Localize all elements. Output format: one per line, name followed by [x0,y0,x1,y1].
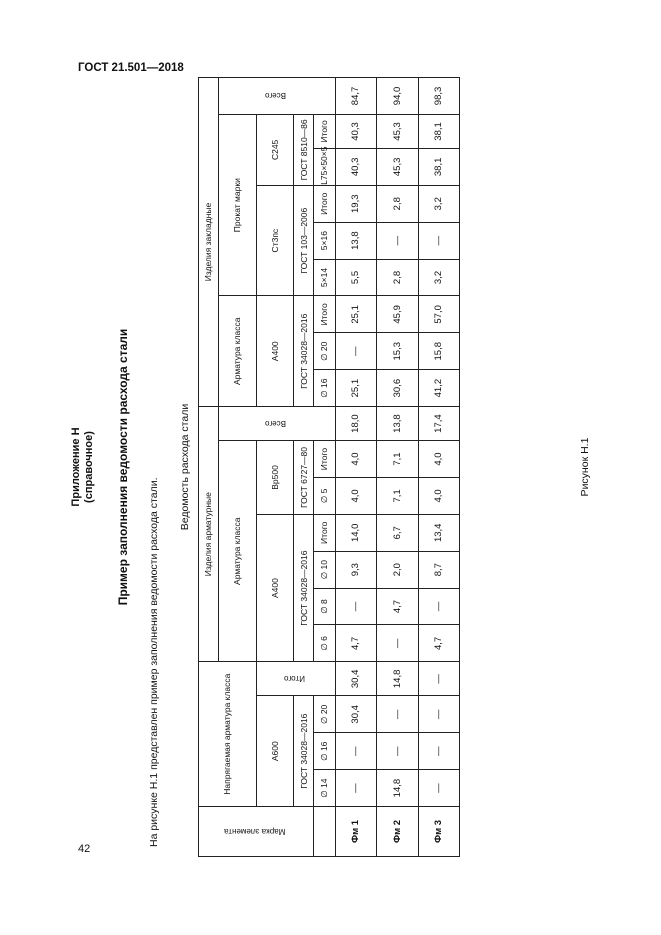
table-cell: 15,8 [418,333,459,370]
table-caption: Ведомость расхода стали [179,403,191,531]
table-cell: — [377,733,418,770]
table-cell: 30,6 [377,370,418,407]
table-cell: 15,3 [377,333,418,370]
table-cell: 25,1 [335,296,376,333]
spacer-cell [314,807,335,857]
table-cell: 2,0 [377,551,418,588]
gost-34028-a: ГОСТ 34028—2016 [294,696,314,807]
grade-c245: С245 [256,114,294,185]
dia-5: ∅ 5 [314,477,335,514]
table-cell: — [418,770,459,807]
table-cell: 17,4 [418,407,459,441]
figure-caption: Рисунок Н.1 [579,437,591,497]
dia-10: ∅ 10 [314,551,335,588]
gost-8510: ГОСТ 8510—86 [294,114,314,185]
dia-20b: ∅ 20 [314,333,335,370]
table-cell: 9,3 [335,551,376,588]
header-total-2: Всего [218,78,335,115]
table-cell: — [377,222,418,259]
class-vr500: Вр500 [256,441,294,515]
subtotal-1: Итого [256,662,335,696]
subtotal-5: Итого [314,185,335,222]
table-cell: 13,8 [377,407,418,441]
table-cell: 38,1 [418,148,459,185]
row-mark: Фм 3 [418,807,459,857]
header-embedded: Изделия закладные [199,78,219,407]
header-rebar-class-2: Арматура класса [218,296,256,407]
table-cell: — [418,588,459,625]
table-cell: 3,2 [418,259,459,296]
table-cell: — [418,662,459,696]
steel-consumption-table [198,77,460,857]
header-prestressed: Напрягаемая арматура класса [199,662,257,807]
header-total-1: Всего [218,407,335,441]
rotated-content [70,77,590,857]
gost-103: ГОСТ 103—2006 [294,185,314,296]
table-cell: 45,3 [377,114,418,148]
header-mark: Марка элемента [199,807,314,857]
gost-6727: ГОСТ 6727—80 [294,441,314,515]
class-a600: А600 [256,696,294,807]
table-cell: — [377,625,418,662]
page-number: 42 [78,843,91,855]
table-cell: 2,8 [377,259,418,296]
row-mark: Фм 2 [377,807,418,857]
table-row [335,78,376,857]
table-cell: 4,7 [377,588,418,625]
table-cell: 41,2 [418,370,459,407]
gost-34028-b: ГОСТ 34028—2016 [294,514,314,662]
table-cell: 40,3 [335,114,376,148]
table-cell: 25,1 [335,370,376,407]
table-cell: 30,4 [335,662,376,696]
table-cell: — [418,696,459,733]
subtotal-2: Итого [314,514,335,551]
table-cell: 38,1 [418,114,459,148]
document-code: ГОСТ 21.501—2018 [78,62,184,74]
table-cell: 30,4 [335,696,376,733]
dia-20: ∅ 20 [314,696,335,733]
table-cell: — [335,333,376,370]
table-cell: — [335,770,376,807]
table-cell: 7,1 [377,477,418,514]
table-cell: 4,7 [335,625,376,662]
table-cell: 4,0 [418,441,459,478]
class-a400b: А400 [256,296,294,407]
table-cell: 6,7 [377,514,418,551]
subtotal-4: Итого [314,296,335,333]
table-cell: 14,0 [335,514,376,551]
gost-34028-c: ГОСТ 34028—2016 [294,296,314,407]
table-cell: 7,1 [377,441,418,478]
table-cell: 3,2 [418,185,459,222]
table-cell: — [377,696,418,733]
table-cell: 8,7 [418,551,459,588]
table-cell: 4,0 [335,441,376,478]
header-rebar-class: Арматура класса [218,441,256,662]
dia-8: ∅ 8 [314,588,335,625]
table-cell: — [418,733,459,770]
table-cell: 57,0 [418,296,459,333]
table-row [418,78,459,857]
dia-16: ∅ 16 [314,733,335,770]
intro-text: На рисунке Н.1 представлен пример заполнения ведомости расхода стали. [148,477,160,847]
dia-16b: ∅ 16 [314,370,335,407]
table-cell: 13,8 [335,222,376,259]
annex-title: Приложение Н [70,427,82,507]
table-cell: 40,3 [335,148,376,185]
class-a400: А400 [256,514,294,662]
row-mark: Фм 1 [335,807,376,857]
size-5x14: 5×14 [314,259,335,296]
subtotal-6: Итого [314,114,335,148]
table-row [377,78,418,857]
header-rolled: Прокат марки [218,114,256,296]
table-cell: 2,8 [377,185,418,222]
table-cell: 19,3 [335,185,376,222]
table-cell: 84,7 [335,78,376,115]
annex-type: (справочное) [83,431,95,503]
table-cell: — [335,733,376,770]
size-5x16: 5×16 [314,222,335,259]
grade-st3ps: Ст3пс [256,185,294,296]
table-cell: 45,3 [377,148,418,185]
main-title: Пример заполнения ведомости расхода стали [116,328,130,606]
table-cell: — [418,222,459,259]
table-cell: 4,0 [418,477,459,514]
table-cell: 5,5 [335,259,376,296]
table-cell: — [335,588,376,625]
subtotal-3: Итого [314,441,335,478]
dia-14: ∅ 14 [314,770,335,807]
table-cell: 14,8 [377,770,418,807]
dia-6: ∅ 6 [314,625,335,662]
table-cell: 18,0 [335,407,376,441]
table-cell: 98,3 [418,78,459,115]
angle-l75: L75×50×5 [314,148,335,185]
table-cell: 4,0 [335,477,376,514]
table-cell: 14,8 [377,662,418,696]
header-rebar-products: Изделия арматурные [199,407,219,662]
table-cell: 13,4 [418,514,459,551]
table-cell: 45,9 [377,296,418,333]
table-cell: 4,7 [418,625,459,662]
table-cell: 94,0 [377,78,418,115]
